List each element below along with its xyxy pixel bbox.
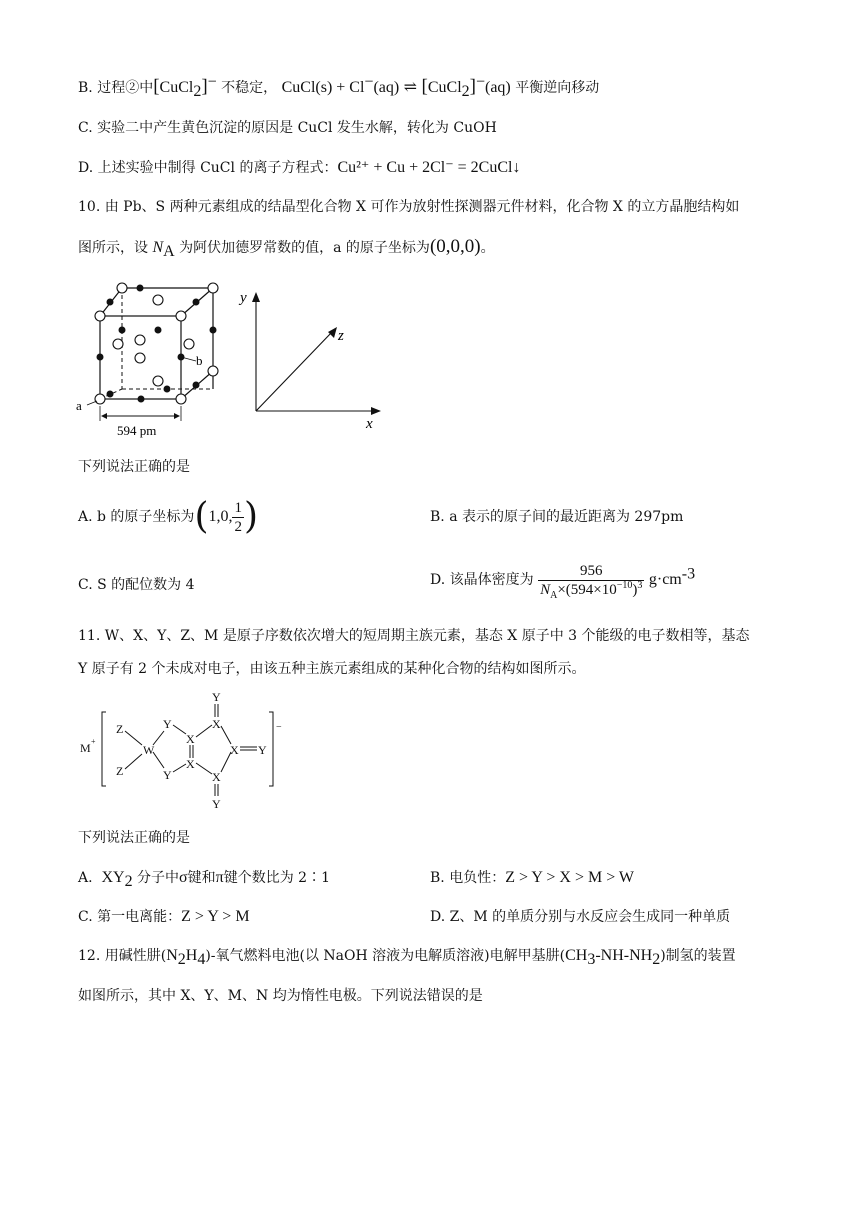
q11-prompt: 下列说法正确的是 (78, 830, 190, 846)
atom-y: Y (212, 797, 221, 811)
q11-stem-line1: 11. W、X、Y、Z、M 是原子序数依次增大的短周期主族元素，基态 X 原子中 3 个能级的电子数相等，基态 (78, 628, 750, 644)
q11-option-d: D. Z、M 的单质分别与水反应会生成同一种单质 (430, 909, 731, 925)
q9-option-c: C. 实验二中产生黄色沉淀的原因是 CuCl 发生水解，转化为 CuOH (78, 120, 497, 136)
q9-equation-aq: (aq) (373, 79, 400, 96)
q10-option-b: B. a 表示的原子间的最近距离为 297pm (430, 509, 684, 525)
avogadro-symbol: N (152, 239, 164, 256)
axis-y-label: y (240, 290, 247, 306)
atom-x: X (186, 732, 195, 746)
q9-option-b-suffix: 平衡逆向移动 (515, 80, 600, 96)
crystal-cell-diagram (70, 268, 400, 448)
q11-option-b: B. 电负性：Z > Y > X > M > W (430, 869, 635, 886)
equilibrium-arrow: ⇌ (403, 79, 418, 96)
cucl2-complex: CuCl (159, 79, 194, 96)
atom-label-a: a (76, 398, 82, 413)
ionization-order: Z > Y > M (181, 908, 250, 925)
q10-option-a: A. b 的原子坐标为(1,0, $\frac{1}{2}$ ) (78, 496, 259, 537)
atom-w: W (143, 743, 155, 757)
atom-z-bottom: Z (116, 764, 124, 778)
q10-option-c: C. S 的配位数为 4 (78, 577, 195, 593)
q10-stem-line1: 10. 由 Pb、S 两种元素组成的结晶型化合物 X 可作为放射性探测器元件材料，化合物 X 的立方晶胞结构如 (78, 199, 740, 215)
q11-stem-line2: Y 原子有 2 个未成对电子，由该五种主族元素组成的某种化合物的结构如图所示。 (78, 661, 586, 677)
svg-text:+: + (91, 737, 96, 746)
axis-z-label: z (338, 328, 344, 344)
density-fraction: $\frac{956}{N_A\times(594\times 10^{-10})^3}$ (540, 562, 643, 601)
q9-option-d: D. 上述实验中制得 CuCl 的离子方程式：Cu²⁺ + Cu + 2Cl⁻ = 2CuCl↓ (78, 159, 521, 176)
atom-x: X (212, 770, 221, 784)
q10-prompt: 下列说法正确的是 (78, 459, 190, 475)
q10-stem-line2: 图所示，设 $N_A$ 为阿伏加德罗常数的值，a 的原子坐标为(0,0,0)。 (78, 236, 495, 260)
fraction-half: $\frac{1}{2}$ (234, 499, 242, 535)
q9-option-b-prefix: B. 过程②中 (78, 80, 154, 96)
atom-x: X (212, 717, 221, 731)
white-atoms (95, 283, 218, 404)
cation-m: M (80, 741, 91, 755)
q11-option-c: C. 第一电离能：Z > Y > M (78, 908, 250, 925)
q9-equation-left: CuCl(s) + Cl (281, 79, 365, 96)
coordinate-axes (238, 290, 381, 432)
edge-length-label: 594 pm (117, 423, 157, 438)
q11-option-a: A. $XY_2$ 分子中σ键和π键个数比为 2∶1 (78, 869, 330, 890)
atom-x: X (186, 757, 195, 771)
atom-y: Y (212, 690, 221, 704)
atom-y: Y (163, 768, 172, 782)
q12-stem-line2: 如图所示，其中 X、Y、M、N 均为惰性电极。下列说法错误的是 (78, 988, 483, 1004)
compound-structure-diagram (78, 688, 298, 812)
atom-x: X (230, 743, 239, 757)
q10-option-d: D. 该晶体密度为 $\frac{956}{N_A\times(594\times 10^{-10})^3}$ $g\cdot cm^{-3}$ (430, 562, 696, 601)
q9-ionic-equation: Cu²⁺ + Cu + 2Cl⁻ = 2CuCl↓ (337, 159, 521, 176)
atom-y: Y (258, 743, 267, 757)
axis-x-label: x (366, 416, 373, 432)
electronegativity-order: Z > Y > X > M > W (505, 869, 635, 886)
q12-stem-line1: 12. 用碱性肼$(N_2H_4)-$氧气燃料电池(以 NaOH 溶液为电解质溶液)电解甲基肼$(CH_3-NH-NH_2)$制氢的装置 (78, 947, 736, 968)
coord-a: (0,0,0) (429, 236, 481, 257)
density-unit: g·cm (648, 571, 682, 588)
q9-option-b-mid: 不稳定， (221, 80, 278, 96)
q9-option-b: B. 过程②中[CuCl$_2$]− 不稳定， CuCl(s) + Cl−(aq) ⇌ [CuCl$_2$]−(aq) 平衡逆向移动 (78, 73, 600, 100)
atom-y: Y (163, 717, 172, 731)
atom-label-b: b (196, 353, 203, 368)
atom-z-top: Z (116, 722, 124, 736)
svg-text:−: − (276, 722, 282, 733)
